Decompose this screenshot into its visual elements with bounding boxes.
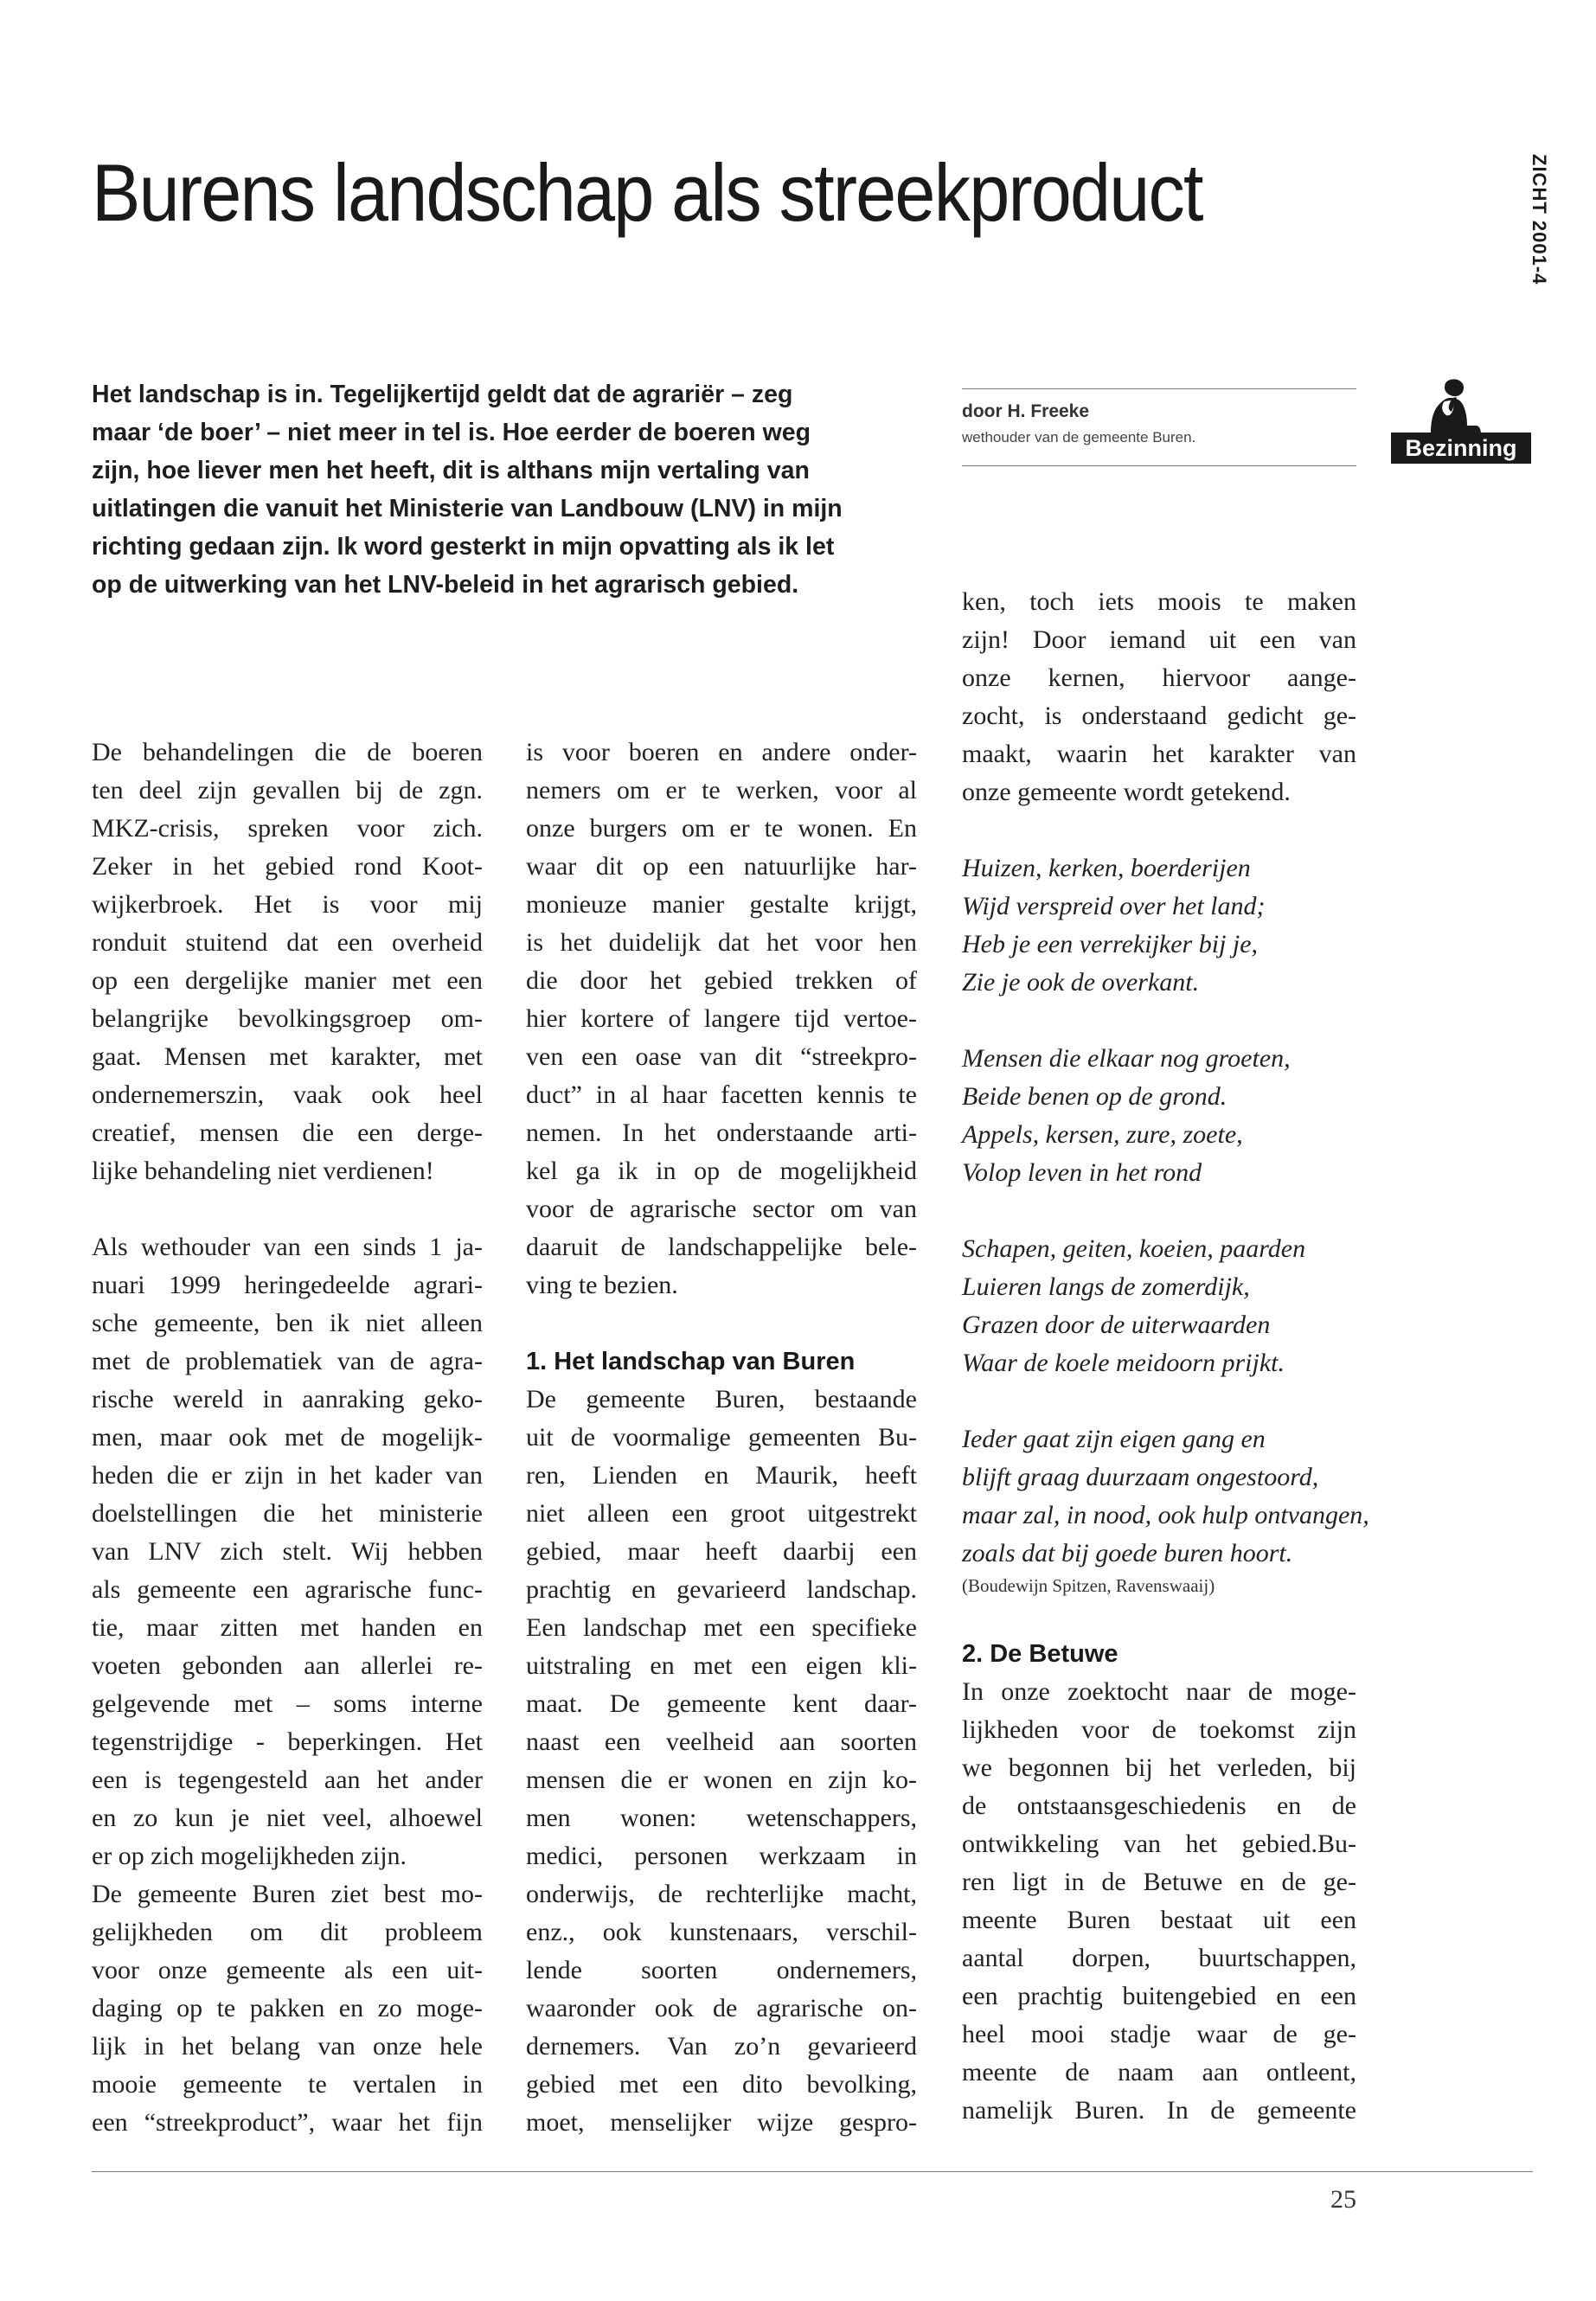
body-line: gaat. Mensen met karakter, met (92, 1042, 483, 1071)
magazine-issue-label: ZICHT 2001-4 (1529, 154, 1550, 285)
body-line: duct” in al haar facetten kennis te (526, 1080, 917, 1109)
body-line: ken, toch iets moois te maken (962, 587, 1356, 616)
body-line: uitstraling en met een eigen kli- (526, 1651, 917, 1680)
body-line: De gemeente Buren, bestaande (526, 1385, 917, 1413)
body-line: hier kortere of langere tijd vertoe- (526, 1004, 917, 1033)
body-line: Zeker in het gebied rond Koot- (92, 852, 483, 881)
body-line: niet alleen een groot uitgestrekt (526, 1499, 917, 1528)
body-line: waaronder ook de agrarische on- (526, 1994, 917, 2022)
body-line: maakt, waarin het karakter van (962, 740, 1356, 768)
body-line: ren ligt in de Betuwe en de ge- (962, 1868, 1356, 1896)
body-line: mooie gemeente te vertalen in (92, 2070, 483, 2099)
body-line: De behandelingen die de boeren (92, 738, 483, 766)
body-line: lijkheden voor de toekomst zijn (962, 1715, 1356, 1744)
footer-divider (92, 2171, 1533, 2172)
article-column-3 (962, 583, 1369, 2130)
poem-line: Volop leven in het rond (962, 1158, 1202, 1187)
body-line: rische wereld in aanraking geko- (92, 1385, 483, 1413)
body-line: we begonnen bij het verleden, bij (962, 1753, 1356, 1782)
body-line: lijke behandeling niet verdienen! (92, 1157, 434, 1185)
body-line: met de problematiek van de agra- (92, 1347, 483, 1375)
body-line: gebied met een dito bevolking, (526, 2070, 917, 2099)
body-line: is voor boeren en andere onder- (526, 738, 917, 766)
body-line: een “streekproduct”, waar het fijn (92, 2108, 483, 2137)
body-line: lende soorten ondernemers, (526, 1956, 917, 1984)
body-line: nemers om er te werken, voor al (526, 776, 917, 804)
body-line: men wonen: wetenschappers, (526, 1804, 917, 1832)
body-line: In onze zoektocht naar de moge- (962, 1677, 1356, 1706)
body-line: namelijk Buren. In de gemeente (962, 2096, 1356, 2125)
poem-line: Grazen door de uiterwaarden (962, 1311, 1271, 1339)
poem-credit: (Boudewijn Spitzen, Ravenswaaij) (962, 1575, 1215, 1596)
thinker-icon (1415, 377, 1484, 434)
section-heading: 1. Het landschap van Buren (526, 1348, 856, 1375)
body-line: heden die er zijn in het kader van (92, 1461, 483, 1490)
lead-line: maar ‘de boer’ – niet meer in tel is. Hoe eerder de boeren weg (92, 419, 811, 446)
body-line: is het duidelijk dat het voor hen (526, 928, 917, 957)
poem-line: Schapen, geiten, koeien, paarden (962, 1234, 1306, 1263)
body-line: gebied, maar heeft daarbij een (526, 1537, 917, 1566)
body-line: Als wethouder van een sinds 1 ja- (92, 1233, 483, 1261)
body-line: een prachtig buitengebied en een (962, 1982, 1356, 2010)
poem-line: maar zal, in nood, ook hulp ontvangen, (962, 1501, 1369, 1529)
poem-line: Wijd verspreid over het land; (962, 892, 1266, 920)
body-line: voeten gebonden aan allerlei re- (92, 1651, 483, 1680)
body-line: van LNV zich stelt. Wij hebben (92, 1537, 483, 1566)
body-line: mensen die er wonen en zijn ko- (526, 1766, 917, 1794)
body-line: ronduit stuitend dat een overheid (92, 928, 483, 957)
body-line: voor de agrarische sector om van (526, 1195, 917, 1223)
body-line: heel mooi stadje waar de ge- (962, 2020, 1356, 2048)
body-line: zijn! Door iemand uit een van (962, 625, 1356, 654)
body-line: aantal dorpen, buurtschappen, (962, 1944, 1356, 1972)
body-line: onderwijs, de rechterlijke macht, (526, 1880, 917, 1908)
body-line: doelstellingen die het ministerie (92, 1499, 483, 1528)
body-line: een is tegengesteld aan het ander (92, 1766, 483, 1794)
body-line: monieuze manier gestalte krijgt, (526, 890, 917, 919)
lead-line: zijn, hoe liever men het heeft, dit is althans mijn vertaling van (92, 457, 810, 484)
lead-line: uitlatingen die vanuit het Ministerie van Landbouw (LNV) in mijn (92, 495, 843, 522)
body-line: men, maar ook met de mogelijk- (92, 1423, 483, 1452)
poem-line: Zie je ook de overkant. (962, 968, 1200, 997)
body-line: tegenstrijdige - beperkingen. Het (92, 1727, 483, 1756)
poem-line: blijft graag duurzaam ongestoord, (962, 1463, 1319, 1491)
body-line: creatief, mensen die een derge- (92, 1118, 483, 1147)
body-line: gelgevende met – soms interne (92, 1689, 483, 1718)
body-line: daaruit de landschappelijke bele- (526, 1233, 917, 1261)
poem-line: Heb je een verrekijker bij je, (962, 930, 1259, 958)
byline (962, 388, 1356, 466)
body-line: belangrijke bevolkingsgroep om- (92, 1004, 483, 1033)
lead-paragraph (92, 375, 920, 604)
body-line: moet, menselijker wijze gespro- (526, 2108, 917, 2137)
body-line: ren, Lienden en Maurik, heeft (526, 1461, 917, 1490)
article-column-2 (526, 734, 917, 2142)
body-line: maat. De gemeente kent daar- (526, 1689, 917, 1718)
body-line: nuari 1999 heringedeelde agrari- (92, 1271, 483, 1299)
poem-line: Luieren langs de zomerdijk, (962, 1272, 1250, 1301)
body-line: ondernemerszin, vaak ook heel (92, 1080, 483, 1109)
body-line: Een landschap met een specifieke (526, 1613, 917, 1642)
lead-line: op de uitwerking van het LNV-beleid in het agrarisch gebied. (92, 571, 799, 599)
body-line: op een dergelijke manier met een (92, 966, 483, 995)
author-name: door H. Freeke (962, 401, 1090, 421)
body-line: voor onze gemeente als een uit- (92, 1956, 483, 1984)
body-line: die door het gebied trekken of (526, 966, 917, 995)
body-line: uit de voormalige gemeenten Bu- (526, 1423, 917, 1452)
poem-line: zoals dat bij goede buren hoort. (962, 1539, 1293, 1567)
body-line: ving te bezien. (526, 1271, 678, 1299)
section-badge (1391, 377, 1533, 467)
lead-line: Het landschap is in. Tegelijkertijd geldt dat de agrariër – zeg (92, 381, 793, 408)
section-heading: 2. De Betuwe (962, 1640, 1118, 1668)
poem-line: Ieder gaat zijn eigen gang en (962, 1425, 1266, 1453)
body-line: De gemeente Buren ziet best mo- (92, 1880, 483, 1908)
body-line: prachtig en gevarieerd landschap. (526, 1575, 917, 1604)
body-line: waar dit op een natuurlijke har- (526, 852, 917, 881)
page-title: Burens landschap als streekproduct (92, 147, 1202, 238)
body-line: onze burgers om er te wonen. En (526, 814, 917, 843)
body-line: en zo kun je niet veel, alhoewel (92, 1804, 483, 1832)
body-line: de ontstaansgeschiedenis en de (962, 1791, 1356, 1820)
body-line: ontwikkeling van het gebied.Bu- (962, 1830, 1356, 1858)
poem-line: Mensen die elkaar nog groeten, (962, 1044, 1291, 1073)
body-line: meente Buren bestaat uit een (962, 1906, 1356, 1934)
body-line: meente de naam aan ontleent, (962, 2058, 1356, 2086)
body-line: ven een oase van dit “streekpro- (526, 1042, 917, 1071)
body-line: onze gemeente wordt getekend. (962, 778, 1291, 806)
lead-line: richting gedaan zijn. Ik word gesterkt in mijn opvatting als ik let (92, 533, 835, 561)
poem-line: Waar de koele meidoorn prijkt. (962, 1349, 1285, 1377)
body-line: gelijkheden om dit probleem (92, 1918, 483, 1946)
body-line: kel ga ik in op de mogelijkheid (526, 1157, 917, 1185)
body-line: ten deel zijn gevallen bij de zgn. (92, 776, 483, 804)
author-role: wethouder van de gemeente Buren. (962, 429, 1196, 445)
body-line: wijkerbroek. Het is voor mij (92, 890, 483, 919)
body-line: als gemeente een agrarische func- (92, 1575, 483, 1604)
body-line: naast een veelheid aan soorten (526, 1727, 917, 1756)
section-label: Bezinning (1391, 433, 1531, 464)
body-line: nemen. In het onderstaande arti- (526, 1118, 917, 1147)
body-line: enz., ook kunstenaars, verschil- (526, 1918, 917, 1946)
poem-line: Beide benen op de grond. (962, 1082, 1227, 1111)
body-line: tie, maar zitten met handen en (92, 1613, 483, 1642)
article-column-1 (92, 734, 483, 2142)
body-line: daging op te pakken en zo moge- (92, 1994, 483, 2022)
body-line: lijk in het belang van onze hele (92, 2032, 483, 2061)
body-line: zocht, is onderstaand gedicht ge- (962, 702, 1356, 730)
body-line: sche gemeente, ben ik niet alleen (92, 1309, 483, 1337)
body-line: onze kernen, hiervoor aange- (962, 663, 1356, 692)
body-line: dernemers. Van zo’n gevarieerd (526, 2032, 917, 2061)
poem-line: Huizen, kerken, boerderijen (962, 854, 1251, 882)
poem-line: Appels, kersen, zure, zoete, (962, 1120, 1243, 1149)
body-line: MKZ-crisis, spreken voor zich. (92, 814, 483, 843)
body-line: er op zich mogelijkheden zijn. (92, 1842, 407, 1870)
page-number: 25 (1330, 2185, 1356, 2214)
body-line: medici, personen werkzaam in (526, 1842, 917, 1870)
